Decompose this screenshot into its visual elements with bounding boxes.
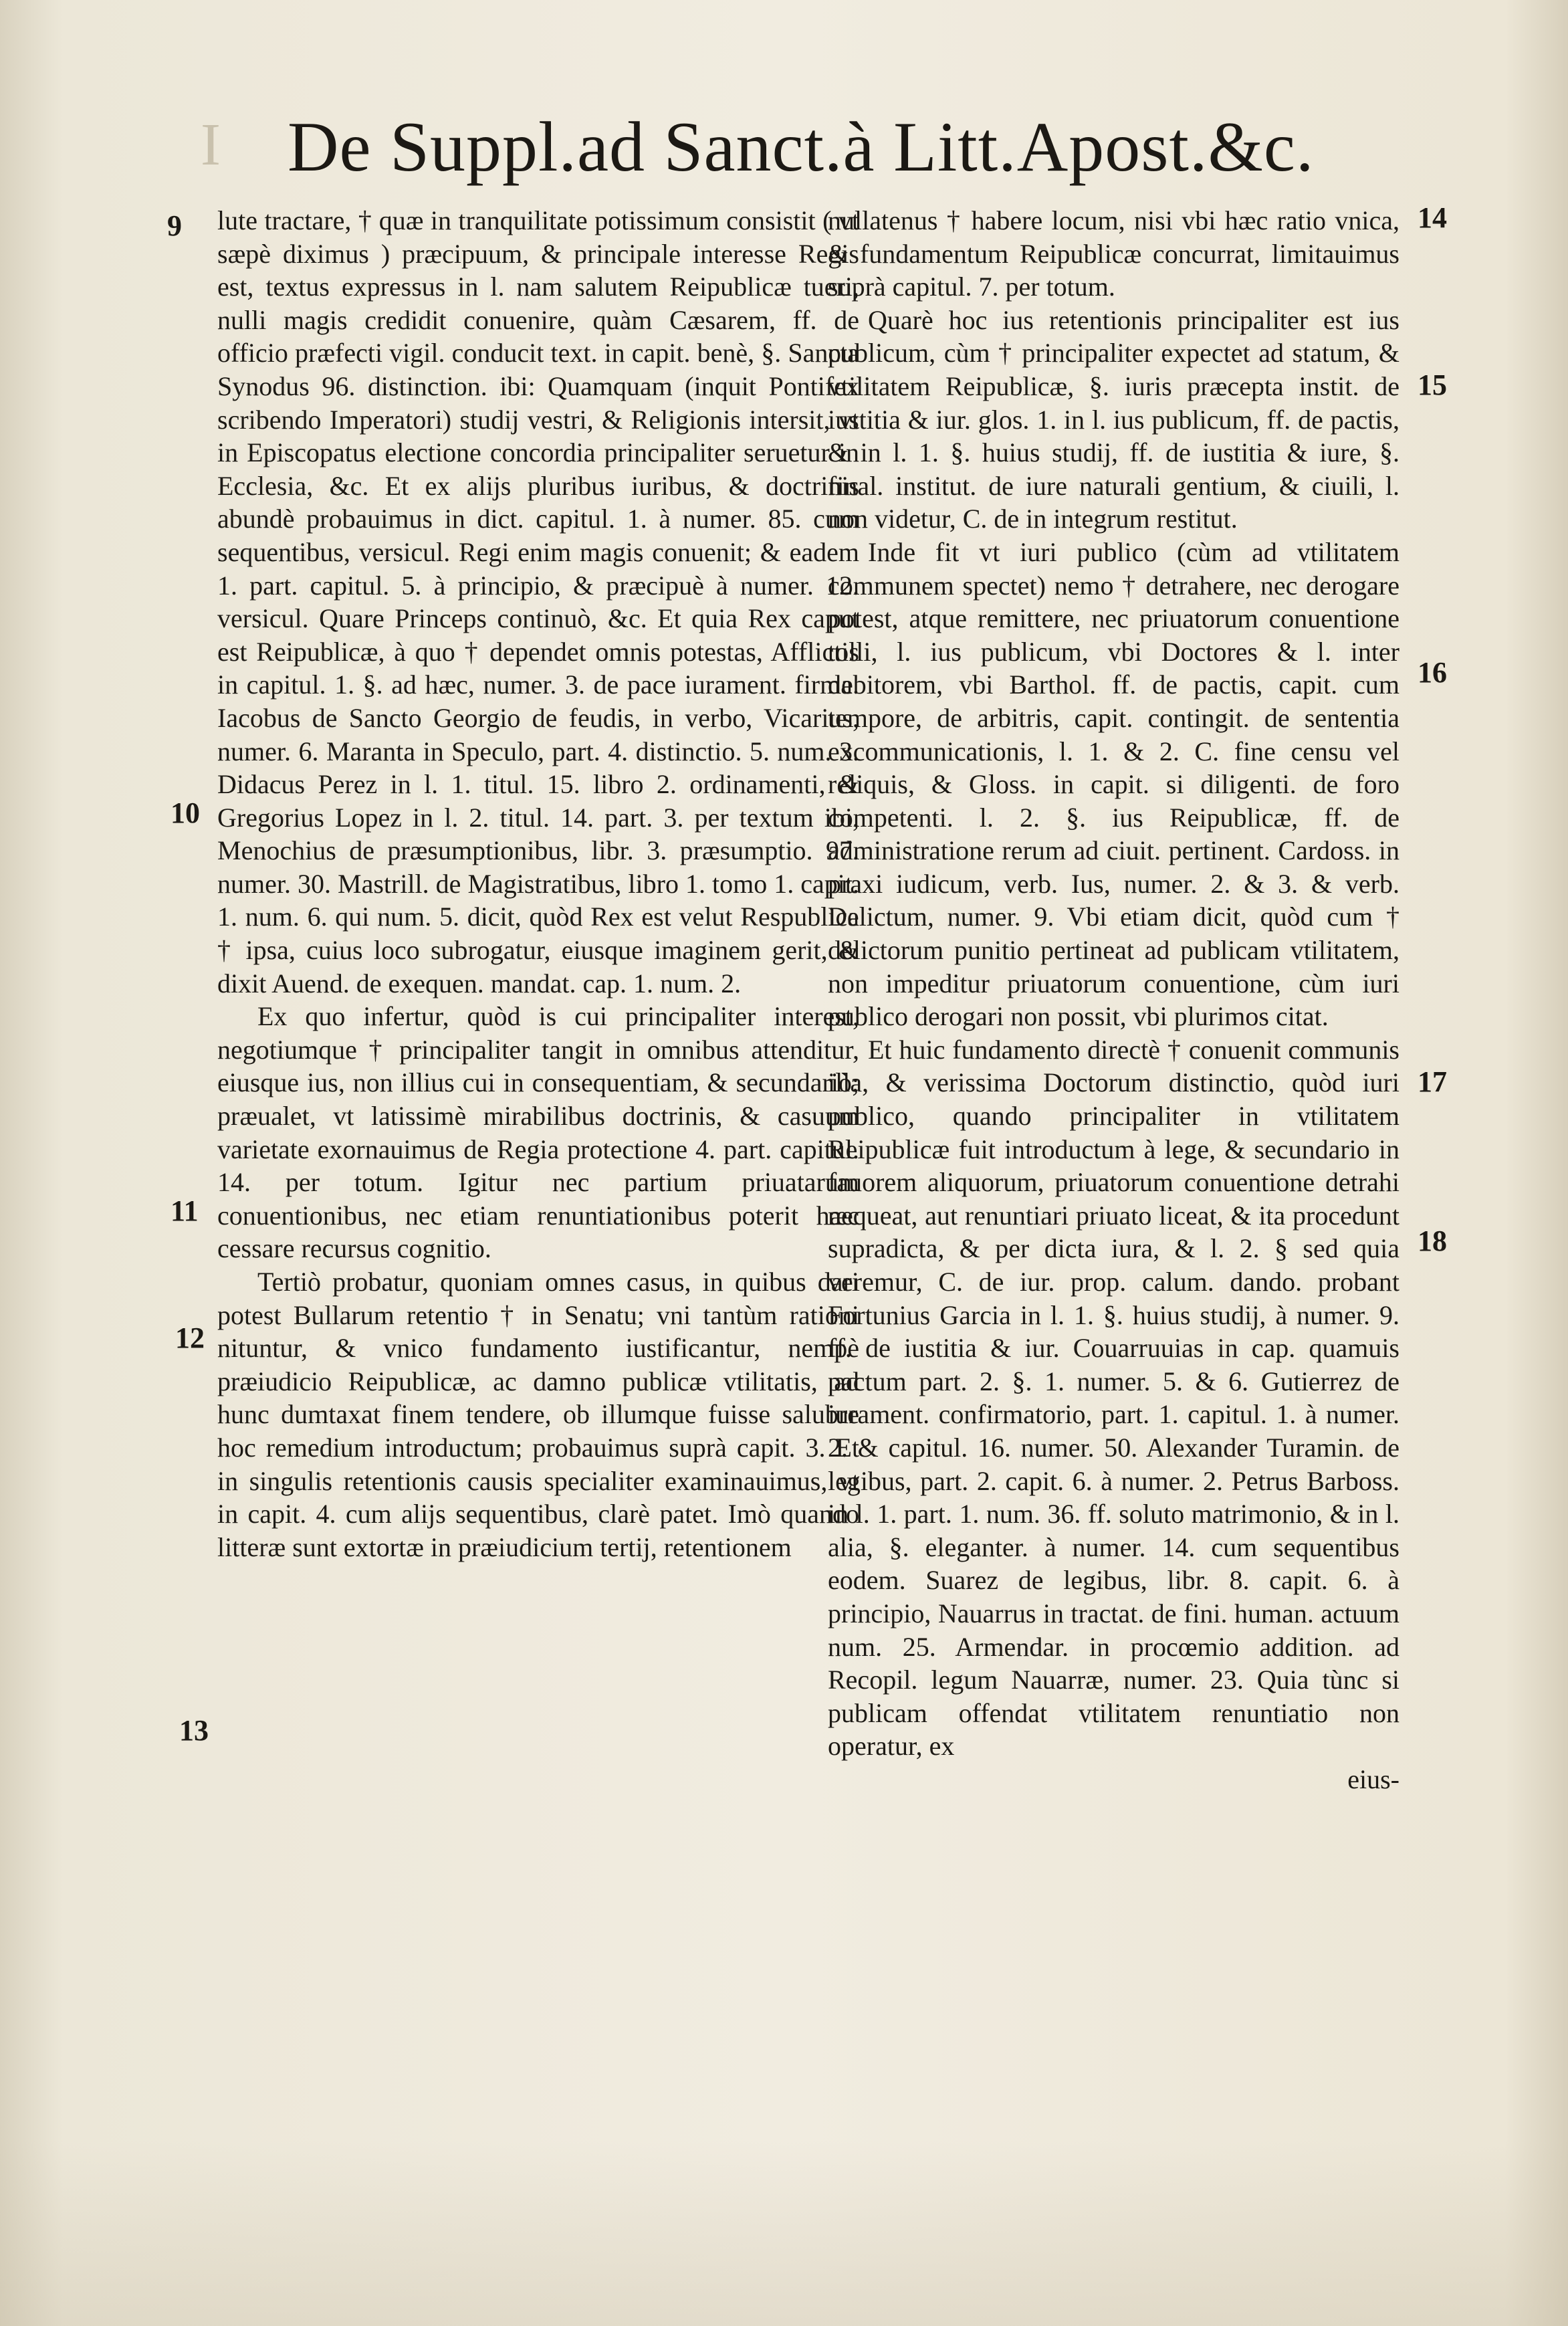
margin-number: 15 xyxy=(1418,368,1447,401)
bleed-through-mark: I xyxy=(201,112,221,178)
margin-number: 14 xyxy=(1418,201,1447,234)
catchword: eius- xyxy=(1347,1764,1399,1794)
margin-number: 18 xyxy=(1418,1225,1447,1257)
margin-number: 13 xyxy=(179,1714,209,1747)
paragraph: Ex quo infertur, quòd is cui principaliter interest, negotiumque † principaliter tangit in omnibus attenditur, eiusque ius, non illius cui in consequentiam, & secundariò; præualet, vt latissimè mirabilibus doctrinis, & casuum varietate exornauimus de Regia protectione 4. part. capitul. 14. per totum. Igitur nec partium priuatarum conuentionibus, nec etiam renuntiationibus poterit hæc cessare recursus cognitio. xyxy=(217,1001,859,1264)
left-text-column xyxy=(217,204,859,1564)
page-stain xyxy=(0,2140,1568,2326)
margin-number: 12 xyxy=(175,1321,205,1354)
paragraph: Tertiò probatur, quoniam omnes casus, in quibus dari potest Bullarum retentio † in Senatu; vni tantùm rationi nituntur, & vnico fundamento iustificantur, nempè præiudicio Reipublicæ, ac damno publicæ vtilitatis, ad hunc dumtaxat finem tendere, ob illumque fuisse salubre hoc remedium introductum; probauimus suprà capit. 3. Et in singulis retentionis causis specialiter examinauimus, vt in capit. 4. cum alijs sequentibus, clarè patet. Imò quando litteræ sunt extortæ in præiudicium tertij, retentionem xyxy=(217,1267,859,1562)
margin-number: 10 xyxy=(171,797,200,829)
margin-number: 16 xyxy=(1418,656,1447,689)
running-head: De Suppl.ad Sanct.à Litt.Apost.&c. xyxy=(288,108,1315,186)
margin-number: 9 xyxy=(167,209,182,242)
margin-number: 11 xyxy=(171,1194,199,1227)
paragraph: Et huic fundamento directè † conuenit communis illa, & verissima Doctorum distinctio, quòd iuri publico, quando principaliter in vtilitatem Reipublicæ fuit introductum à lege, & secundario in fauorem aliquorum, priuatorum conuentione detrahi nequeat, aut renuntiari priuato liceat, & ita procedunt supradicta, & per dicta iura, & l. 2. § sed quia veremur, C. de iur. prop. calum. dando. probant Fortunius Garcia in l. 1. §. huius studij, à numer. 9. ff. de iustitia & iur. Couarruuias in cap. quamuis pactum part. 2. §. 1. numer. 5. & 6. Gutierrez de iurament. confirmatorio, part. 1. capitul. 1. à numer. 2. & capitul. 16. numer. 50. Alexander Turamin. de legibus, part. 2. capit. 6. à numer. 2. Petrus Barboss. in l. 1. part. 1. num. 36. ff. soluto matrimonio, & in l. alia, §. eleganter. à numer. 14. cum sequentibus eodem. Suarez de legibus, libr. 8. capit. 6. à principio, Nauarrus in tractat. de fini. human. actuum num. 25. Armendar. in procœmio addition. ad Recopil. legum Nauarræ, numer. 23. Quia tùnc si publicam offendat vtilitatem renuntiatio non operatur, ex xyxy=(828,1034,1399,1762)
margin-number: 17 xyxy=(1418,1065,1447,1098)
paragraph: Inde fit vt iuri publico (cùm ad vtilitatem communem spectet) nemo † detrahere, nec derogare potest, atque remittere, nec priuatorum conuentione tolli, l. ius publicum, vbi Doctores & l. inter debitorem, vbi Barthol. ff. de pactis, capit. cum tempore, de arbitris, capit. contingit. de sententia excommunicationis, l. 1. & 2. C. fine censu vel reliquis, & Gloss. in capit. si diligenti. de foro competenti. l. 2. §. ius Reipublicæ, ff. de administratione rerum ad ciuit. pertinent. Cardoss. in praxi iudicum, verb. Ius, numer. 2. & 3. & verb. Delictum, numer. 9. Vbi etiam dicit, quòd cum † delictorum punitio pertineat ad publicam vtilitatem, non impeditur priuatorum conuentione, cùm iuri publico derogari non possit, vbi plurimos citat. xyxy=(828,536,1399,1032)
right-text-column xyxy=(828,204,1399,1796)
paragraph: lute tractare, † quæ in tranquilitate potissimum consistit ( vt sæpè diximus ) præcipuum, & principale interesse Regis est, textus expressus in l. nam salutem Reipublicæ tueri, nulli magis credidit conuenire, quàm Cæsarem, ff. de officio præfecti vigil. conducit text. in capit. benè, §. Sancta Synodus 96. distinction. ibi: Quamquam (inquit Pontifex scribendo Imperatori) studij vestri, & Religionis intersit, vt in Episcopatus electione concordia principaliter seruetur in Ecclesia, &c. Et ex alijs pluribus iuribus, & doctrinis abundè probauimus in dict. capitul. 1. à numer. 85. cum sequentibus, versicul. Regi enim magis conuenit; & eadem 1. part. capitul. 5. à principio, & præcipuè à numer. 12. versicul. Quare Princeps continuò, &c. Et quia Rex caput est Reipublicæ, à quo † dependet omnis potestas, Afflictis in capitul. 1. §. ad hæc, numer. 3. de pace iurament. firma. Iacobus de Sancto Georgio de feudis, in verbo, Vicarius, numer. 6. Maranta in Speculo, part. 4. distinctio. 5. num. 3. Didacus Perez in l. 1. titul. 15. libro 2. ordinamenti, & Gregorius Lopez in l. 2. titul. 14. part. 3. per textum ibi, Menochius de præsumptionibus, libr. 3. præsumptio. 97. numer. 30. Mastrill. de Magistratibus, libro 1. tomo 1. capit. 1. num. 6. qui num. 5. dicit, quòd Rex est velut Respublica † ipsa, cuius loco subrogatur, eiusque imaginem gerit, & dixit Auend. de exequen. mandat. cap. 1. num. 2. xyxy=(217,205,859,998)
paragraph: nullatenus † habere locum, nisi vbi hæc ratio vnica, & fundamentum Reipublicæ concurrat, limitauimus suprà capitul. 7. per totum. xyxy=(828,205,1399,302)
paragraph: Quarè hoc ius retentionis principaliter est ius publicum, cùm † principaliter expectet ad statum, & vtilitatem Reipublicæ, §. iuris præcepta instit. de iustitia & iur. glos. 1. in l. ius publicum, ff. de pactis, & in l. 1. §. huius studij, ff. de iustitia & iure, §. final. institut. de iure naturali gentium, & ciuili, l. non videtur, C. de in integrum restitut. xyxy=(828,304,1399,534)
